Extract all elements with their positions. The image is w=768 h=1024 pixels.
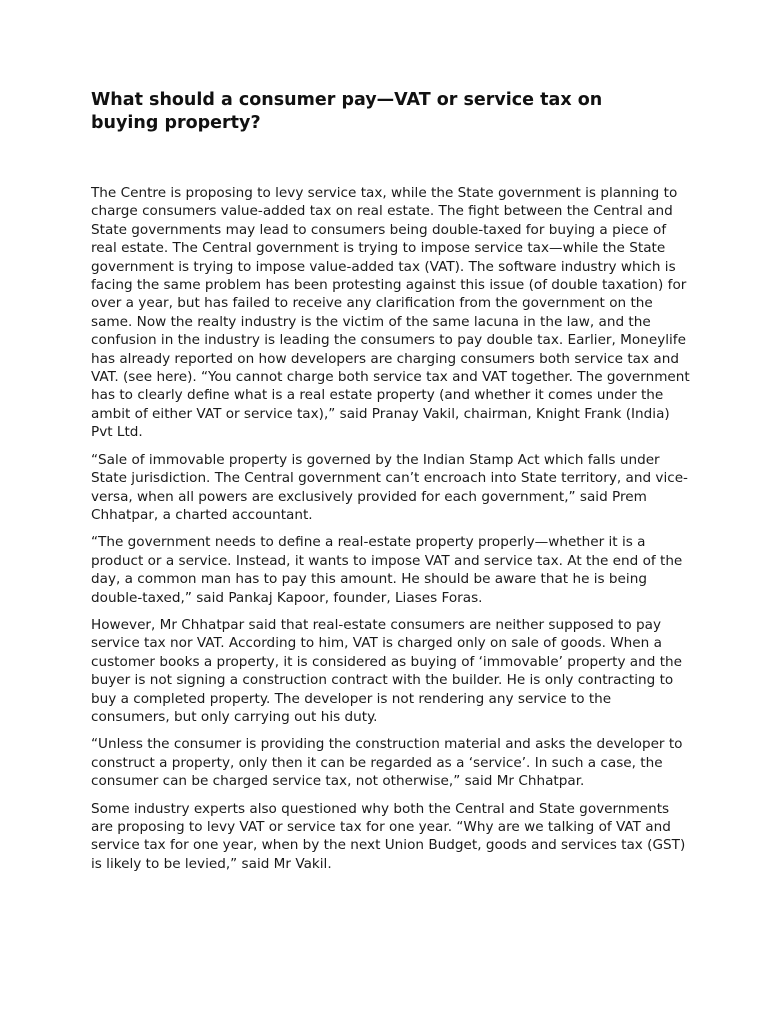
paragraph: Some industry experts also questioned why both the Central and State governments are proposing to levy VAT or service tax for one year. “Why are we talking of VAT and service tax for one year, when by the next Union Budget, goods and services tax (GST) is likely to be levied,” said Mr Vakil. [91,800,686,872]
paragraph: The Centre is proposing to levy service tax, while the State government is planning to charge consumers value-added tax on real estate. The fight between the Central and State governments may lead to consumers being double-taxed for buying a piece of real estate. The Central government is trying to impose service tax—while the State government is trying to impose value-added tax (VAT). The software industry which is facing the same problem has been protesting against this issue (of double taxation) for over a year, but has failed to receive any clarification from the government on the same. Now the realty industry is the victim of the same lacuna in the law, and the confusion in the industry is leading the consumers to pay double tax. Earlier, Moneylife has already reported on how developers are charging consumers both service tax and VAT. (see here). “You cannot charge both service tax and VAT together. The government has to clearly define what is a real estate property (and whether it comes under the ambit of either VAT or service tax),” said Pranay Vakil, chairman, Knight Frank (India) Pvt Ltd. [91,185,690,441]
paragraph: “Unless the consumer is providing the construction material and asks the developer to construct a property, only then it can be regarded as a ‘service’. In such a case, the consumer can be charged service tax, not otherwise,” said Mr Chhatpar. [91,736,683,790]
paragraph: However, Mr Chhatpar said that real-estate consumers are neither supposed to pay service tax nor VAT. According to him, VAT is charged only on sale of goods. When a customer books a property, it is considered as buying of ‘immovable’ property and the buyer is not signing a construction contract with the builder. He is only contracting to buy a completed property. The developer is not rendering any service to the consumers, but only carrying out his duty. [91,616,683,725]
paragraph: “The government needs to define a real-estate property properly—whether it is a product or a service. Instead, it wants to impose VAT and service tax. At the end of the day, a common man has to pay this amount. He should be aware that he is being double-taxed,” said Pankaj Kapoor, founder, Liases Foras. [91,534,683,606]
article-title: What should a consumer pay—VAT or service tax on buying property? [91,90,603,133]
article-body [91,184,691,882]
paragraph: “Sale of immovable property is governed by the Indian Stamp Act which falls under State jurisdiction. The Central government can’t encroach into State territory, and vice-versa, when all powers are exclusively provided for each government,” said Prem Chhatpar, a charted accountant. [91,451,688,523]
